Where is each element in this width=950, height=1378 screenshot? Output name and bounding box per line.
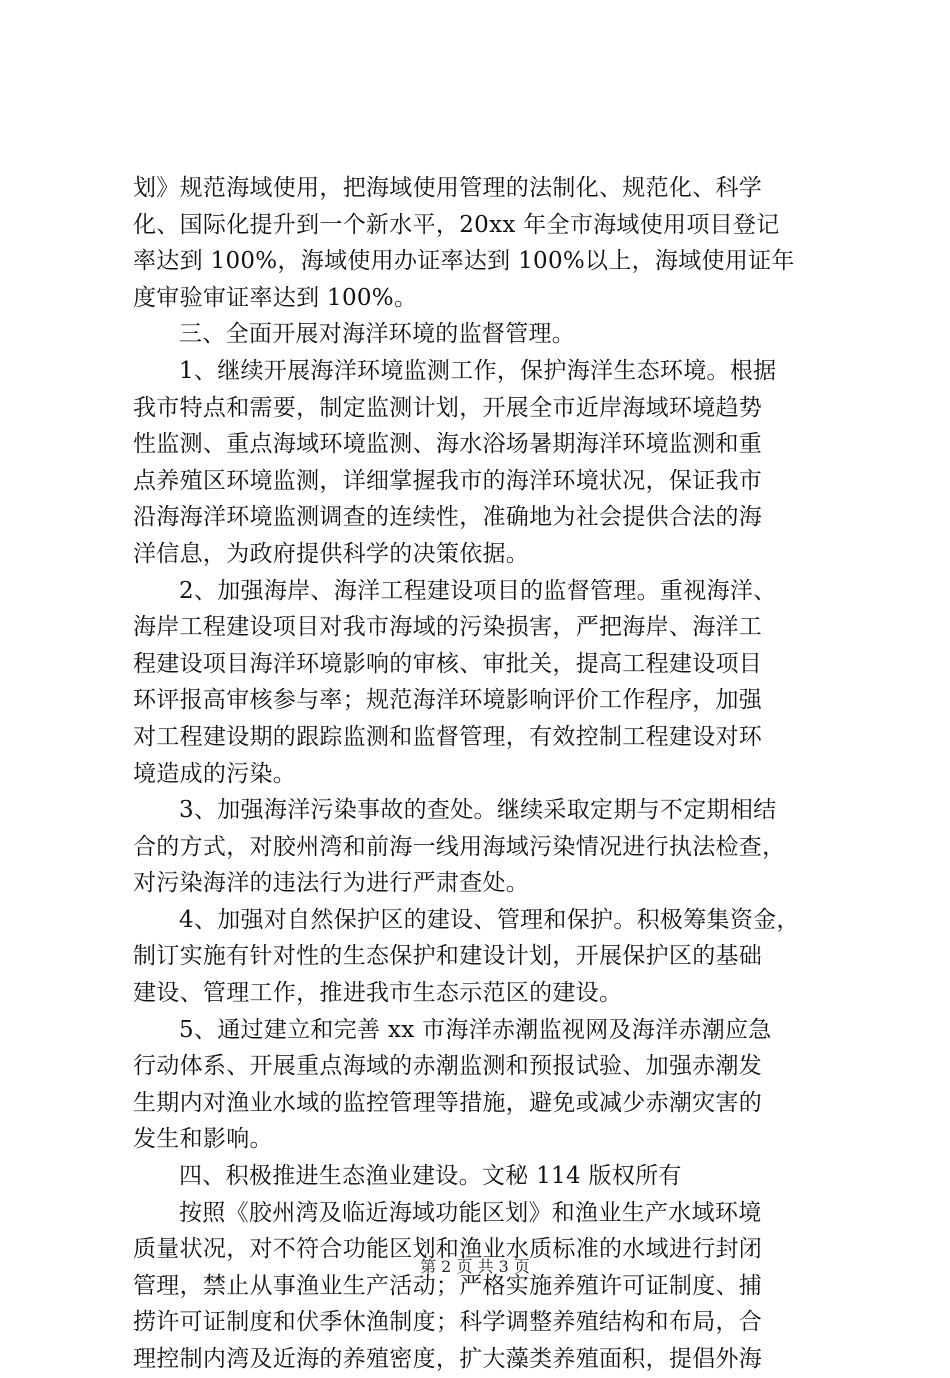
text-line: 生期内对渔业水域的监控管理等措施，避免或减少赤潮灾害的 bbox=[133, 1089, 763, 1116]
text-line: 捞许可证制度和伏季休渔制度；科学调整养殖结构和布局，合 bbox=[133, 1309, 763, 1336]
text-line: 率达到 100%，海域使用办证率达到 100%以上，海域使用证年 bbox=[133, 248, 795, 275]
text-line: 我市特点和需要，制定监测计划，开展全市近岸海域环境趋势 bbox=[133, 394, 763, 421]
text-line: 质量状况，对不符合功能区划和渔业水质标准的水域进行封闭 bbox=[133, 1236, 763, 1263]
text-line: 性监测、重点海域环境监测、海水浴场暑期海洋环境监测和重 bbox=[133, 431, 763, 458]
text-line: 1、继续开展海洋环境监测工作，保护海洋生态环境。根据 bbox=[179, 357, 777, 384]
text-line: 4、加强对自然保护区的建设、管理和保护。积极筹集资金， bbox=[179, 906, 800, 933]
text-line: 洋信息，为政府提供科学的决策依据。 bbox=[133, 540, 530, 567]
text-line: 点养殖区环境监测，详细掌握我市的海洋环境状况，保证我市 bbox=[133, 467, 763, 494]
text-line: 建设、管理工作，推进我市生态示范区的建设。 bbox=[133, 980, 623, 1007]
text-line: 三、全面开展对海洋环境的监督管理。 bbox=[179, 321, 576, 348]
text-line: 沿海海洋环境监测调查的连续性，准确地为社会提供合法的海 bbox=[133, 504, 763, 531]
text-line: 5、通过建立和完善 xx 市海洋赤潮监视网及海洋赤潮应急 bbox=[179, 1016, 772, 1043]
document-body bbox=[133, 170, 833, 1378]
text-line: 行动体系、开展重点海域的赤潮监测和预报试验、加强赤潮发 bbox=[133, 1053, 763, 1080]
text-line: 理控制内湾及近海的养殖密度，扩大藻类养殖面积，提倡外海 bbox=[133, 1346, 763, 1372]
text-line: 按照《胶州湾及临近海域功能区划》和渔业生产水域环境 bbox=[179, 1199, 762, 1226]
text-line: 四、积极推进生态渔业建设。文秘 114 版权所有 bbox=[179, 1163, 682, 1190]
text-line: 3、加强海洋污染事故的查处。继续采取定期与不定期相结 bbox=[179, 797, 777, 824]
text-line: 管理，禁止从事渔业生产活动；严格实施养殖许可证制度、捕 bbox=[133, 1272, 763, 1299]
page-footer: 第 2 页 共 3 页 bbox=[420, 1257, 530, 1276]
text-line: 发生和影响。 bbox=[133, 1126, 273, 1153]
text-line: 对工程建设期的跟踪监测和监督管理，有效控制工程建设对环 bbox=[133, 723, 763, 750]
text-line: 境造成的污染。 bbox=[133, 760, 297, 787]
text-line: 程建设项目海洋环境影响的审核、审批关，提高工程建设项目 bbox=[133, 650, 763, 677]
text-line: 对污染海洋的违法行为进行严肃查处。 bbox=[133, 870, 530, 897]
text-line: 度审验审证率达到 100%。 bbox=[133, 284, 418, 311]
text-line: 划》规范海域使用，把海域使用管理的法制化、规范化、科学 bbox=[133, 175, 763, 201]
text-line: 化、国际化提升到一个新水平，20xx 年全市海域使用项目登记 bbox=[133, 211, 780, 238]
text-line: 环评报高审核参与率；规范海洋环境影响评价工作程序，加强 bbox=[133, 687, 763, 714]
text-line: 2、加强海岸、海洋工程建设项目的监督管理。重视海洋、 bbox=[179, 577, 777, 604]
text-line: 合的方式，对胶州湾和前海一线用海域污染情况进行执法检查， bbox=[133, 833, 786, 860]
text-line: 海岸工程建设项目对我市海域的污染损害，严把海岸、海洋工 bbox=[133, 614, 763, 641]
text-line: 制订实施有针对性的生态保护和建设计划，开展保护区的基础 bbox=[133, 943, 763, 970]
